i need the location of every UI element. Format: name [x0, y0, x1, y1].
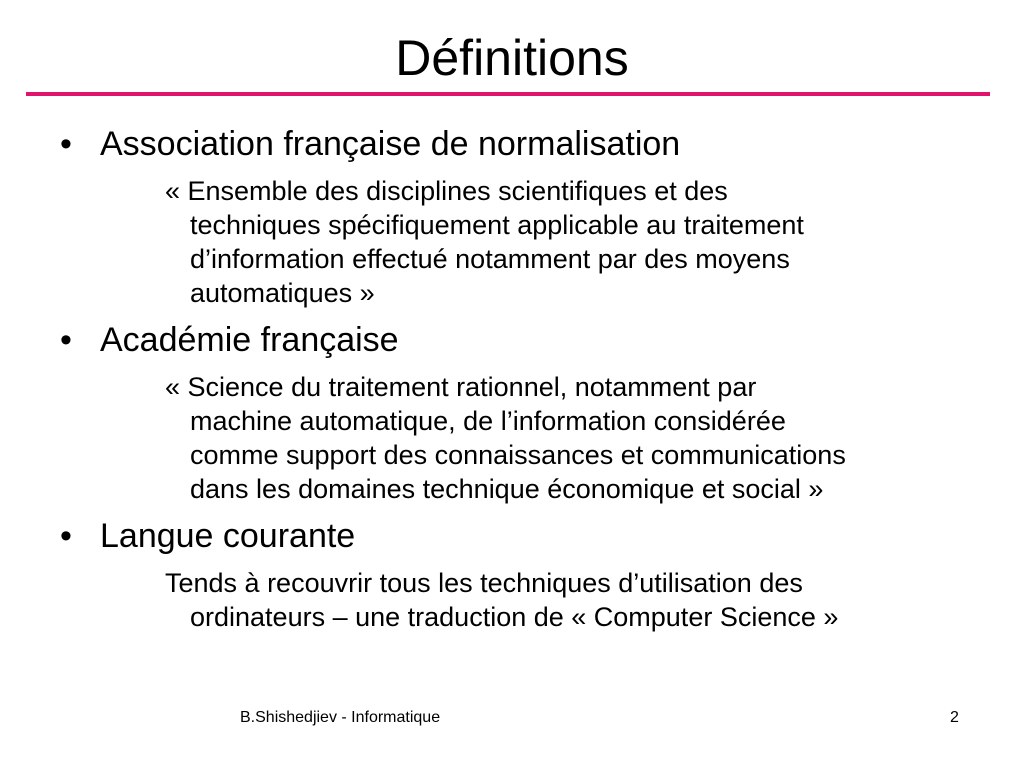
definition-line: « Science du traitement rationnel, notamment par: [165, 372, 757, 402]
bullet-dot: •: [60, 321, 72, 359]
definition-line: automatiques »: [190, 278, 375, 308]
definition-text-academie: [165, 370, 965, 506]
definition-line: comme support des connaissances et communications: [190, 440, 846, 470]
page-number: 2: [950, 709, 959, 726]
bullet-dot: •: [60, 517, 72, 555]
footer-author: B.Shishedjiev - Informatique: [240, 709, 441, 726]
definition-line: machine automatique, de l’information considérée: [190, 406, 786, 436]
definition-line: d’information effectué notamment par des moyens: [190, 244, 790, 274]
bullet-heading: Académie française: [100, 321, 399, 359]
slide-title: Définitions: [395, 30, 629, 86]
definition-text-langue-courante: [165, 566, 965, 634]
bullet-heading: Association française de normalisation: [100, 125, 681, 163]
bullet-dot: •: [60, 125, 72, 163]
bullet-item-academie: [60, 320, 399, 360]
bullet-item-langue-courante: [60, 516, 355, 556]
definition-line: dans les domaines technique économique et social »: [190, 474, 824, 504]
definition-line: techniques spécifiquement applicable au traitement: [190, 210, 804, 240]
definition-line: ordinateurs – une traduction de « Computer Science »: [190, 602, 839, 632]
bullet-item-afnor: [60, 124, 680, 164]
title-underline: [26, 92, 990, 96]
bullet-heading: Langue courante: [100, 517, 356, 555]
definition-text-afnor: [165, 174, 965, 310]
definition-line: « Ensemble des disciplines scientifiques et des: [165, 176, 728, 206]
definition-line: Tends à recouvrir tous les techniques d’utilisation des: [165, 568, 803, 598]
